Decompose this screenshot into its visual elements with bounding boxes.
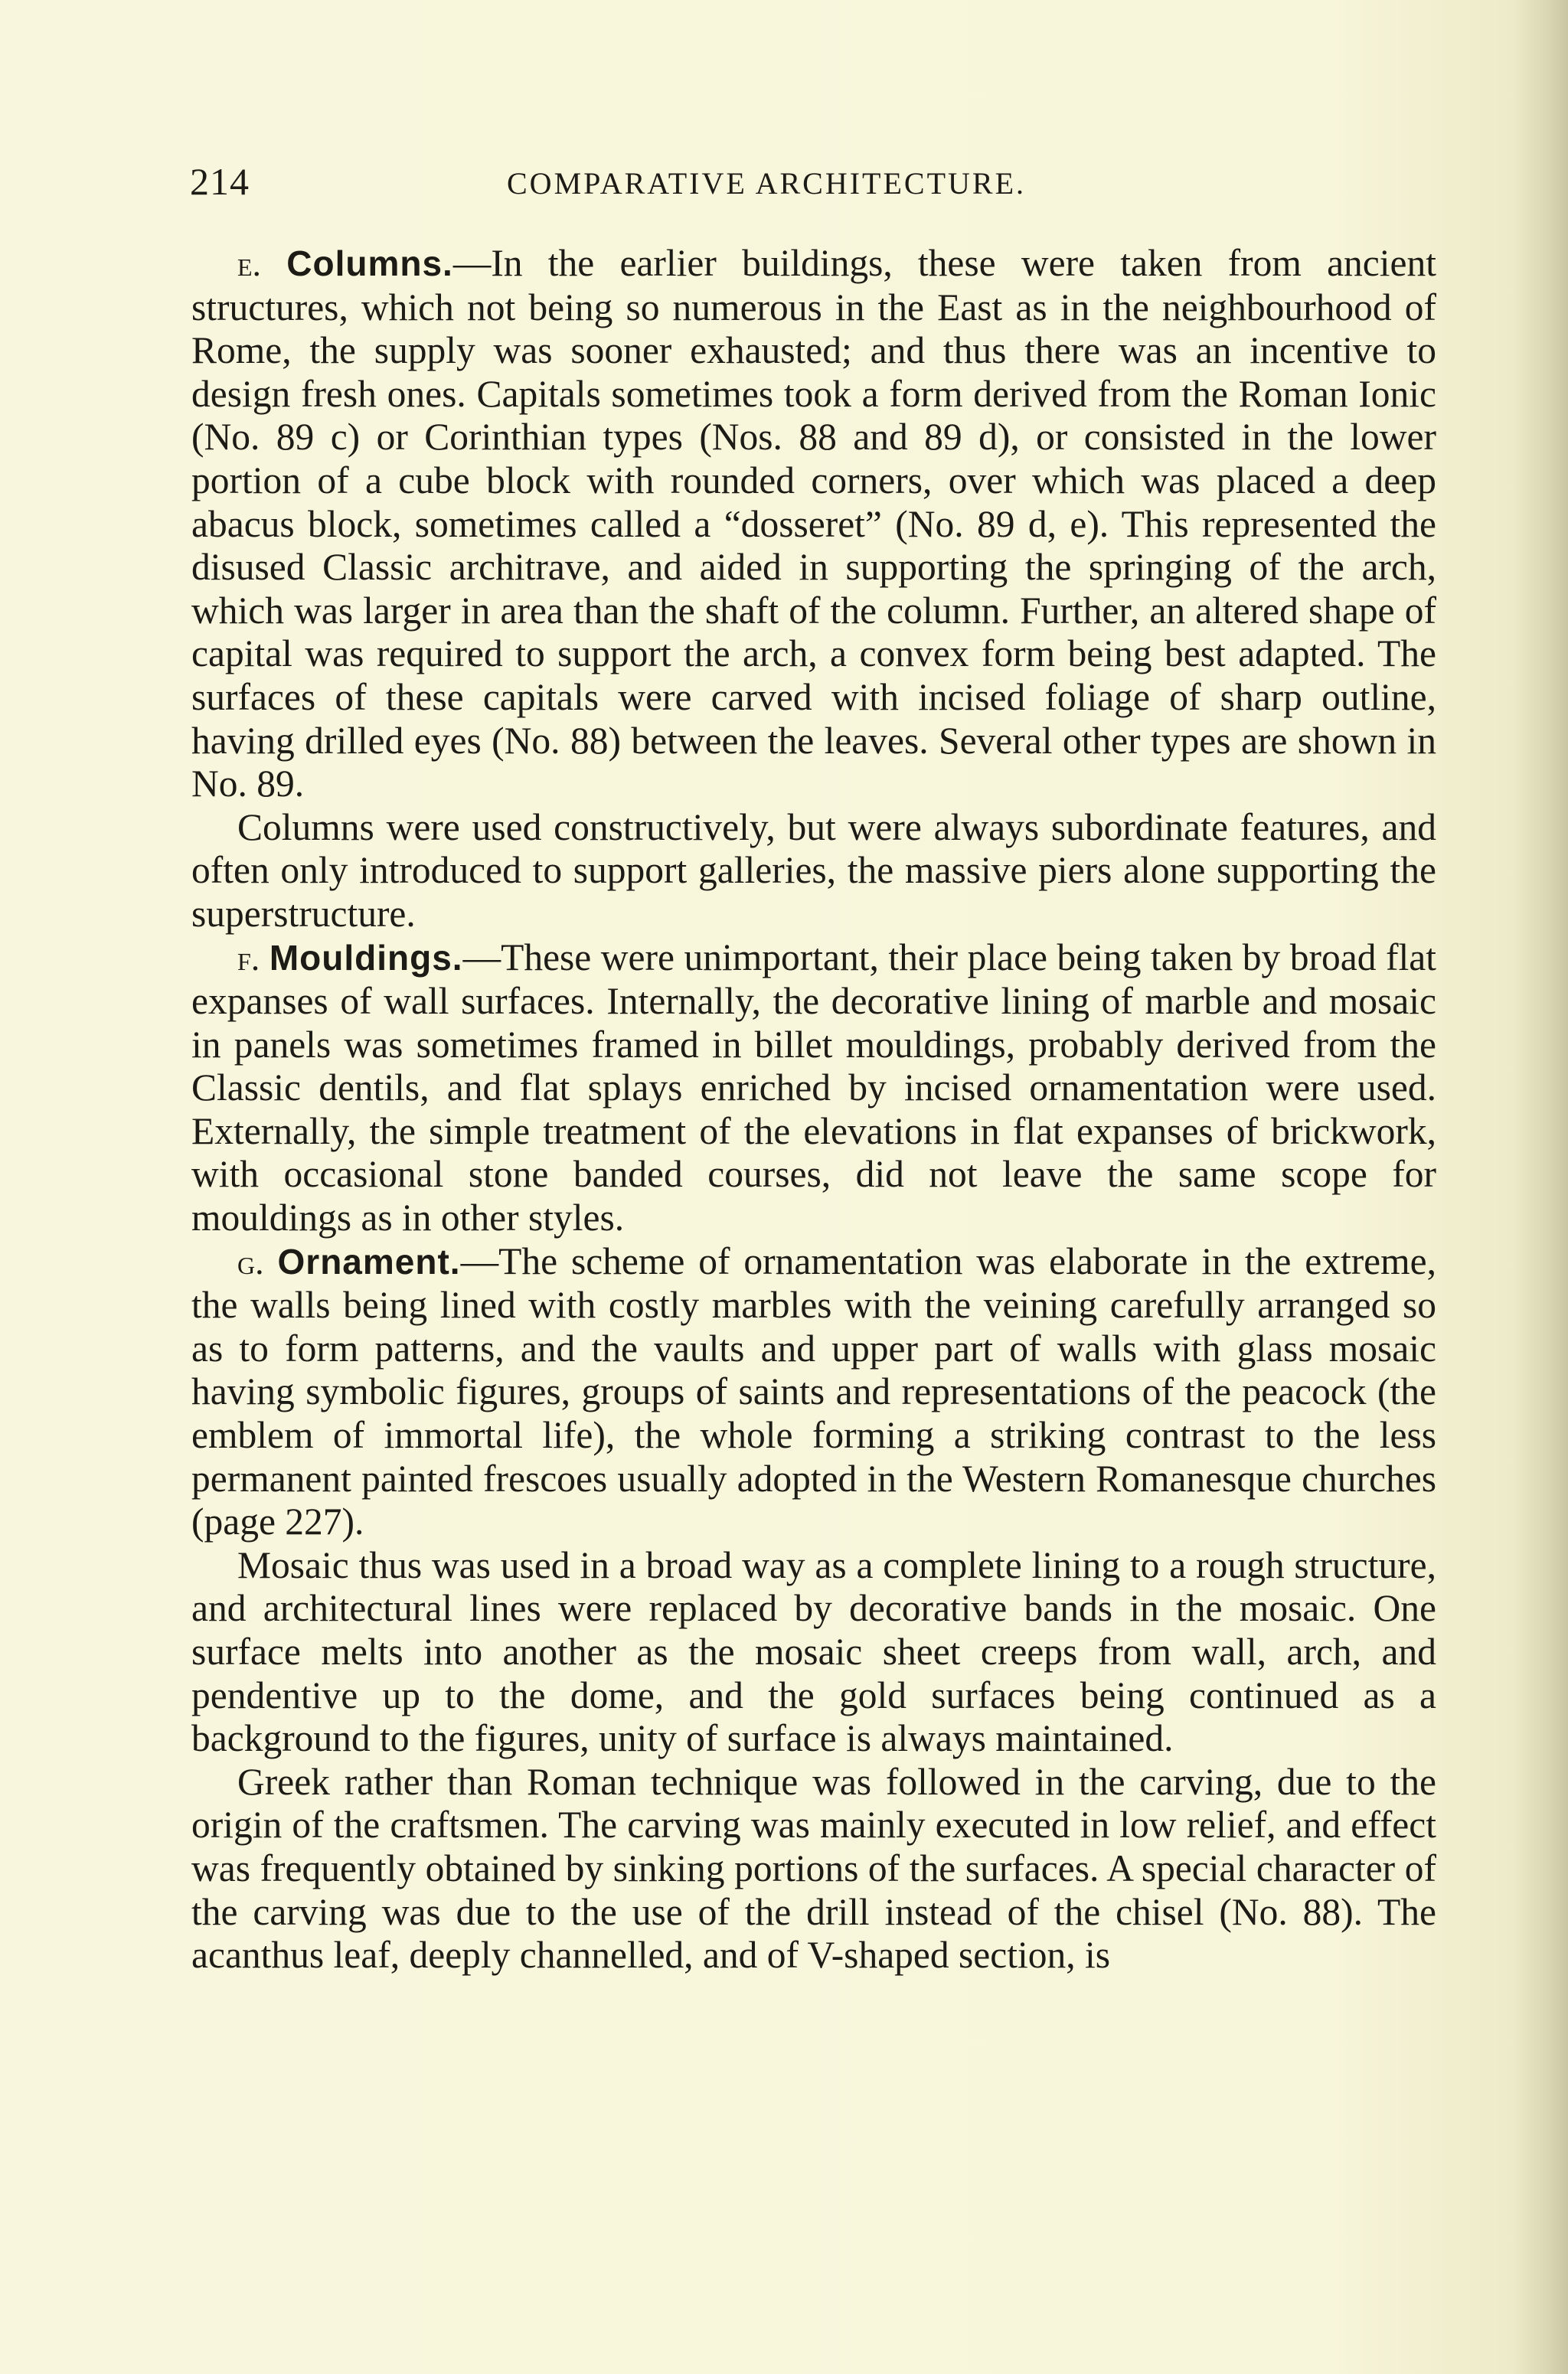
section-letter: e. xyxy=(237,244,262,283)
section-heading-mouldings: Mouldings. xyxy=(269,937,463,978)
section-text: —These were unimportant, their place being taken by broad flat expanses of wall surfaces. Internally, the decorative lining of marble and mosaic in panels was sometimes framed in billet mouldings, probably derived from the Classic dentils, and flat splays enriched by incised ornamentation were used. Externally, the simple treatment of the elevations in flat expanses of brickwork, with occasional stone banded courses, did not leave the same scope for mouldings as in other styles. xyxy=(191,936,1436,1239)
page-edge-shadow xyxy=(1514,0,1568,2374)
paragraph: Mosaic thus was used in a broad way as a complete lining to a rough structure, and architectural lines were replaced by decorative bands in the mosaic. One surface melts into another as the mosaic sheet creeps from wall, arch, and pendentive up to the dome, and the gold surfaces being continued as a background to the figures, unity of surface is always maintained. xyxy=(191,1543,1436,1760)
section-text: —In the earlier buildings, these were taken from ancient structures, which not being so numerous in the East as in the neighbourhood of Rome, the supply was sooner exhausted; and thus there was an incentive to design fresh ones. Capitals sometimes took a form derived from the Roman Ionic (No. 89 c) or Corinthian types (Nos. 88 and 89 d), or consisted in the lower portion of a cube block with rounded corners, over which was placed a deep abacus block, sometimes called a “dosseret” (No. 89 d, e). This represented the disused Classic architrave, and aided in supporting the springing of the arch, which was larger in area than the shaft of the column. Further, an altered shape of capital was required to support the arch, a convex form being best adapted. The surfaces of these capitals were carved with incised foliage of sharp outline, having drilled eyes (No. 88) between the leaves. Several other types are shown in No. 89. xyxy=(191,242,1436,805)
page-header xyxy=(190,159,1438,213)
section-columns xyxy=(191,242,1436,806)
running-head: COMPARATIVE ARCHITECTURE. xyxy=(507,166,1027,201)
section-heading-columns: Columns. xyxy=(286,243,453,283)
section-letter: g. xyxy=(237,1242,264,1282)
paragraph: Columns were used constructively, but were always subordinate features, and often only introduced to support galleries, the massive piers alone supporting the superstructure. xyxy=(191,805,1436,935)
body-text xyxy=(191,242,1436,1977)
section-letter: f. xyxy=(237,938,260,978)
section-ornament xyxy=(191,1240,1436,1544)
page-number: 214 xyxy=(190,160,250,203)
section-heading-ornament: Ornament. xyxy=(277,1241,461,1282)
paragraph: Greek rather than Roman technique was followed in the carving, due to the origin of the craftsmen. The carving was mainly executed in low relief, and effect was frequently obtained by sinking portions of the surfaces. A special character of the carving was due to the use of the drill instead of the chisel (No. 88). The acanthus leaf, deeply channelled, and of V-shaped section, is xyxy=(191,1760,1436,1977)
section-mouldings xyxy=(191,936,1436,1240)
section-text: —The scheme of ornamentation was elaborate in the extreme, the walls being lined with costly marbles with the veining carefully arranged so as to form patterns, and the vaults and upper part of walls with glass mosaic having symbolic figures, groups of saints and representations of the peacock (the emblem of immortal life), the whole forming a striking contrast to the less permanent painted frescoes usually adopted in the Western Romanesque churches (page 227). xyxy=(191,1239,1436,1543)
